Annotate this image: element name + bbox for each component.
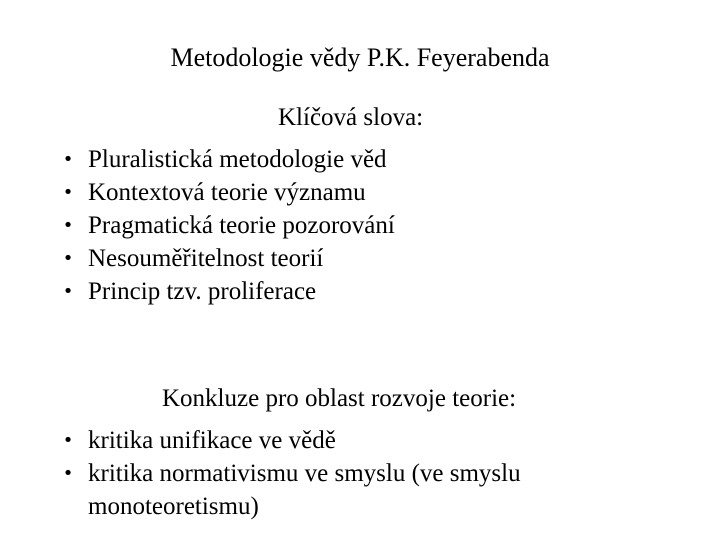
keyword-item: [0, 176, 395, 209]
keyword-item-label: Kontextová teorie významu: [88, 179, 366, 206]
bullet-icon: •: [62, 248, 74, 269]
keyword-item: [0, 275, 395, 308]
bullet-icon: •: [62, 149, 74, 170]
bullet-icon: •: [62, 215, 74, 236]
keyword-item-label: Nesouměřitelnost teorií: [88, 245, 324, 272]
bullet-icon: •: [62, 182, 74, 203]
keyword-item: [0, 242, 395, 275]
keyword-item: [0, 143, 395, 176]
keyword-item-label: Pragmatická teorie pozorování: [88, 212, 395, 239]
conclusion-list: [0, 424, 588, 523]
keyword-item-label: Princip tzv. proliferace: [88, 278, 317, 305]
keyword-item-label: Pluralistická metodologie věd: [88, 146, 387, 173]
keywords-list: [0, 143, 395, 308]
conclusion-heading: Konkluze pro oblast rozvoje teorie:: [162, 385, 517, 412]
conclusion-item-label: kritika normativismu ve smyslu (ve smyslu monoteoretismu): [88, 460, 521, 520]
bullet-icon: •: [62, 281, 74, 302]
slide-title: Metodologie vědy P.K. Feyerabenda: [170, 43, 550, 72]
bullet-icon: •: [62, 463, 74, 484]
conclusion-item: [0, 457, 588, 523]
bullet-icon: •: [62, 430, 74, 451]
keywords-heading: Klíčová slova:: [278, 104, 424, 131]
keyword-item: [0, 209, 395, 242]
conclusion-item-label: kritika unifikace ve vědě: [88, 427, 336, 454]
conclusion-item: [0, 424, 588, 457]
